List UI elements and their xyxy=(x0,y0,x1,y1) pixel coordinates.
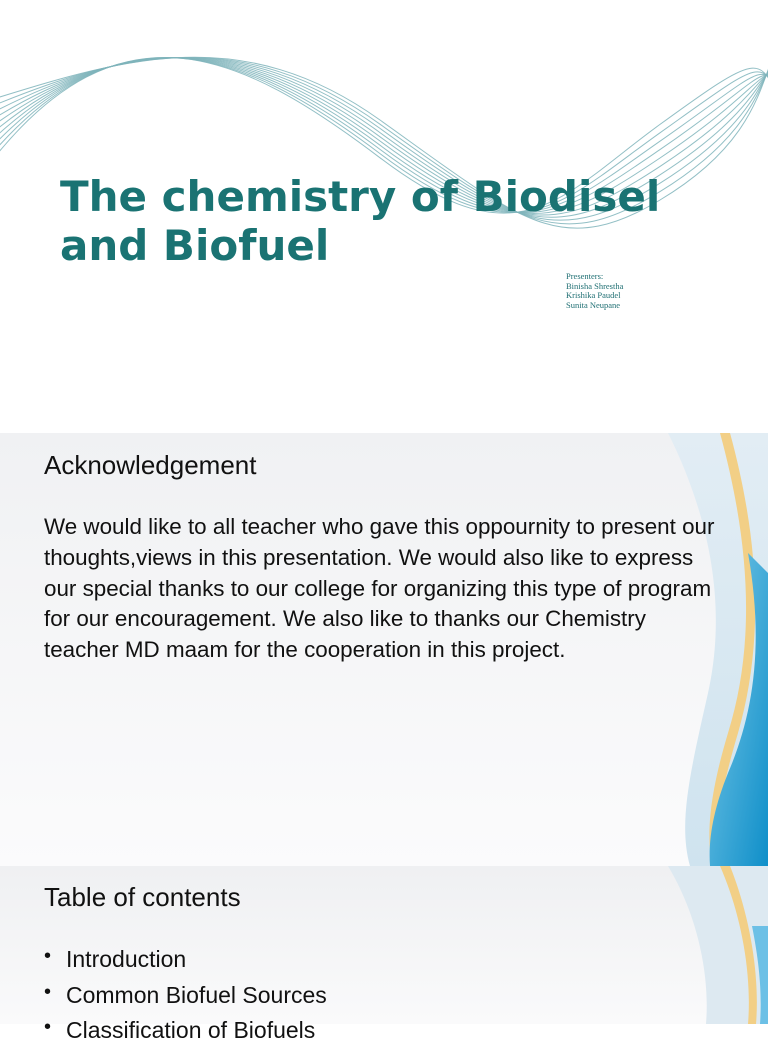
acknowledgement-slide xyxy=(0,433,768,866)
contents-item xyxy=(44,942,327,978)
table-of-contents-slide xyxy=(0,866,768,1043)
bullet-icon: • xyxy=(44,945,52,967)
acknowledgement-text: We would like to all teacher who gave this oppournity to present our thoughts,views in this presentation. We would also like to express our special thanks to our college for organizing this type of program for our encouragement. We also like to thanks our Chemistry teacher MD maam for the cooperation in this project. xyxy=(44,514,715,663)
presentation-title: The chemistry of Biodisel and Biofuel xyxy=(60,172,661,270)
title-slide xyxy=(0,0,768,433)
presenters-block xyxy=(566,272,623,310)
contents-item-label: Classification of Biofuels xyxy=(66,1017,316,1043)
contents-item xyxy=(44,1013,327,1049)
contents-list xyxy=(44,942,327,1049)
contents-item xyxy=(44,978,327,1014)
contents-item-label: Common Biofuel Sources xyxy=(66,981,327,1008)
presenter-name: Krishika Paudel xyxy=(566,290,621,301)
presenter-name: Sunita Neupane xyxy=(566,299,621,310)
presenter-name: Binisha Shrestha xyxy=(566,280,624,291)
bullet-icon: • xyxy=(44,980,52,1003)
presenters-label: Presenters: xyxy=(566,271,604,281)
swoosh-decoration xyxy=(648,866,768,1024)
slide-heading: Table of contents xyxy=(44,882,241,912)
slide-heading: Acknowledgement xyxy=(44,450,257,480)
contents-item-label: Introduction xyxy=(66,946,187,972)
bullet-icon: • xyxy=(44,1016,52,1038)
